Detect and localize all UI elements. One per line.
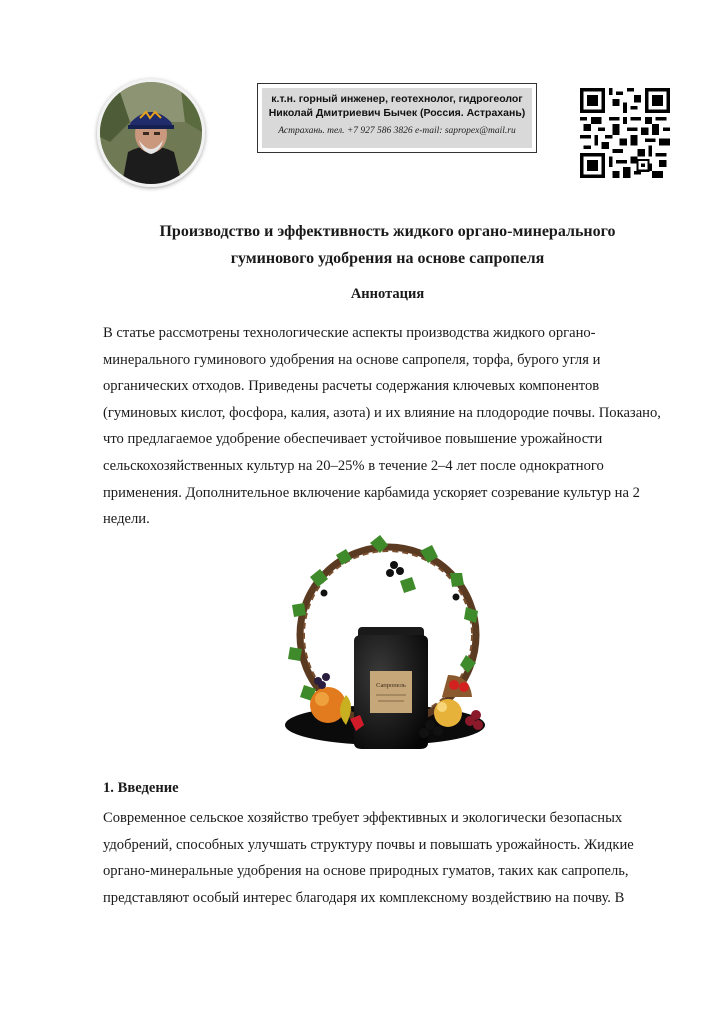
- section-1-paragraph: [103, 805, 671, 911]
- abstract-line: В статье рассмотрены технологические аспекты производства жидкого органо-: [103, 325, 596, 341]
- article-title-line-2: гуминового удобрения на основе сапропеля: [230, 250, 545, 267]
- article-title: [100, 218, 675, 272]
- section-1-line: органо-минеральные удобрения на основе природных гуматов, таких как сапропель,: [103, 863, 629, 880]
- abstract-paragraph: [103, 320, 671, 533]
- abstract-line: (гуминовых кислот, фосфора, калия, азота) и их влияние на плодородие почвы. Показано,: [103, 404, 661, 421]
- author-contact: Астрахань. тел. +7 927 586 3826 e-mail: sapropex@mail.ru: [278, 126, 516, 136]
- author-credentials: к.т.н. горный инженер, геотехнолог, гидрогеолог: [271, 93, 523, 105]
- abstract-line: сельскохозяйственных культур на 20–25% в течение 2–4 лет после однократного: [103, 457, 604, 474]
- author-photo-illustration: [100, 82, 202, 184]
- abstract-line: применения. Дополнительное включение карбамида ускоряет созревание культур на 2: [103, 484, 640, 501]
- jar-label-text: Сапропель: [376, 682, 406, 689]
- author-photo: [97, 79, 205, 187]
- section-1-line: удобрений, способных улучшать структуру почвы и повышать урожайность. Жидкие: [103, 836, 634, 853]
- section-1-line: представляют особый интерес благодаря их комплексному воздействию на почву. В: [103, 889, 625, 906]
- section-1-line: Современное сельское хозяйство требует эффективных и экологически безопасных: [103, 810, 623, 826]
- qr-code: [580, 88, 670, 178]
- abstract-heading: Аннотация: [350, 286, 425, 302]
- abstract-line: органических отходов. Приведены расчеты содержания ключевых компонентов: [103, 378, 600, 395]
- author-info-box: [257, 83, 537, 153]
- author-info-panel: [262, 88, 532, 148]
- abstract-line: недели.: [103, 511, 150, 528]
- article-title-line-1: Производство и эффективность жидкого органо-минерального: [159, 223, 616, 240]
- section-1-heading: 1. Введение: [103, 780, 179, 796]
- abstract-line: что предлагаемое удобрение обеспечивает устойчивое повышение урожайности: [103, 431, 603, 448]
- abstract-line: минерального гуминового удобрения на основе сапропеля, торфа, бурого угля и: [103, 351, 601, 368]
- author-name: Николай Дмитриевич Бычек (Россия. Астрахань): [268, 107, 526, 119]
- fertilizer-jar-illustration: [270, 535, 500, 757]
